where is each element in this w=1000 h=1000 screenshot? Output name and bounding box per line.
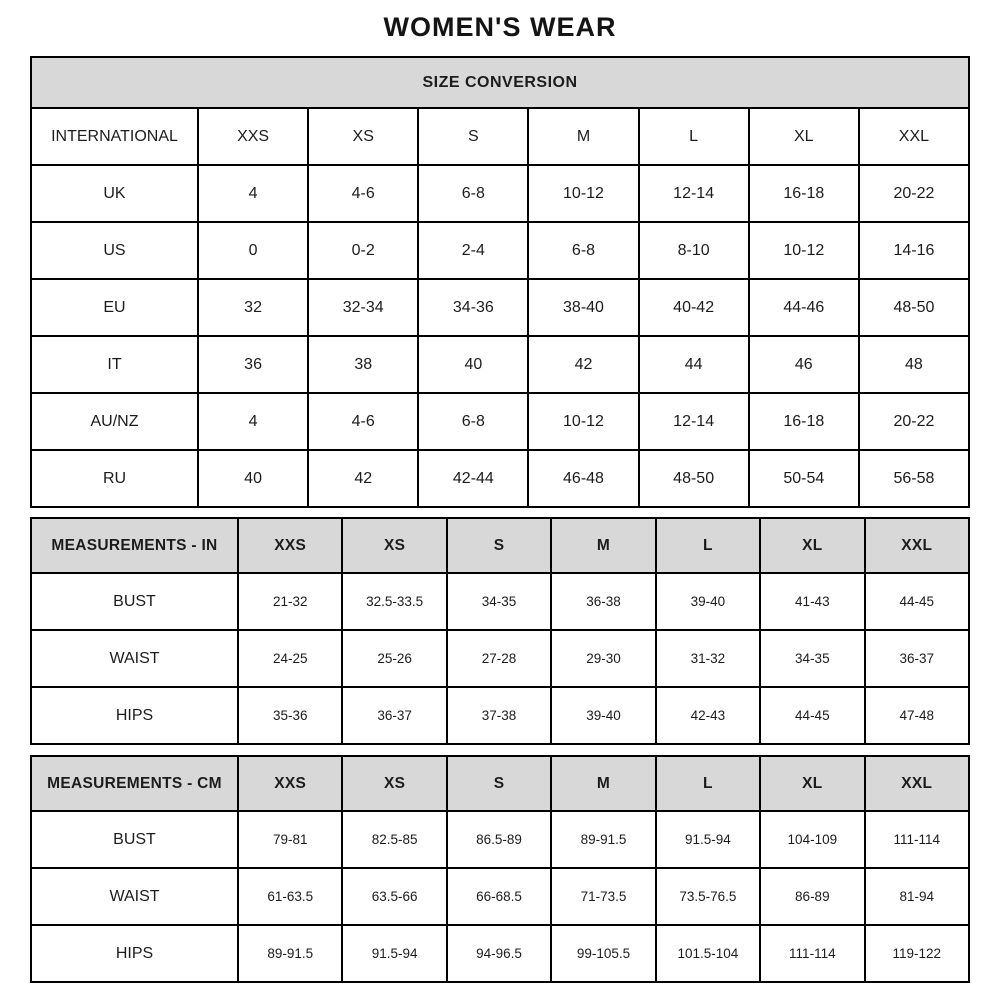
size-value: 6-8 xyxy=(418,165,528,222)
measurement-value: 99-105.5 xyxy=(551,925,655,982)
size-value: 40-42 xyxy=(639,279,749,336)
table-row xyxy=(31,279,969,336)
measurement-label: BUST xyxy=(31,573,238,630)
size-value: 12-14 xyxy=(639,393,749,450)
measurement-value: 79-81 xyxy=(238,811,342,868)
measurement-label: HIPS xyxy=(31,925,238,982)
measurement-value: 81-94 xyxy=(865,868,969,925)
measurement-value: 111-114 xyxy=(760,925,864,982)
column-header-size: L xyxy=(639,108,749,165)
size-value: 40 xyxy=(198,450,308,507)
size-value: 4-6 xyxy=(308,165,418,222)
column-header-size: XS xyxy=(308,108,418,165)
table-row xyxy=(31,108,969,165)
measurement-value: 61-63.5 xyxy=(238,868,342,925)
column-header-size: XS xyxy=(342,756,446,811)
measurement-value: 29-30 xyxy=(551,630,655,687)
measurement-value: 89-91.5 xyxy=(551,811,655,868)
size-value: 42-44 xyxy=(418,450,528,507)
measurement-value: 63.5-66 xyxy=(342,868,446,925)
page-title: WOMEN'S WEAR xyxy=(383,12,617,42)
column-header-size: XXS xyxy=(238,518,342,573)
measurement-value: 71-73.5 xyxy=(551,868,655,925)
size-value: 12-14 xyxy=(639,165,749,222)
size-value: 50-54 xyxy=(749,450,859,507)
column-header-size: S xyxy=(447,518,551,573)
size-value: 32-34 xyxy=(308,279,418,336)
size-value: 4 xyxy=(198,165,308,222)
region-label: US xyxy=(31,222,198,279)
measurement-label: BUST xyxy=(31,811,238,868)
size-value: 4 xyxy=(198,393,308,450)
region-label: EU xyxy=(31,279,198,336)
column-header-size: XXL xyxy=(865,518,969,573)
measurement-value: 101.5-104 xyxy=(656,925,760,982)
size-value: 20-22 xyxy=(859,393,969,450)
measurement-value: 25-26 xyxy=(342,630,446,687)
measurement-label: WAIST xyxy=(31,630,238,687)
measurement-value: 34-35 xyxy=(447,573,551,630)
table-row xyxy=(31,222,969,279)
table-row xyxy=(31,925,969,982)
table-row xyxy=(31,868,969,925)
size-chart-page xyxy=(30,0,970,983)
size-value: 2-4 xyxy=(418,222,528,279)
size-value: 36 xyxy=(198,336,308,393)
size-value: 56-58 xyxy=(859,450,969,507)
size-value: 0 xyxy=(198,222,308,279)
measurement-value: 36-38 xyxy=(551,573,655,630)
table-row xyxy=(31,393,969,450)
measurement-value: 119-122 xyxy=(865,925,969,982)
measurement-value: 44-45 xyxy=(760,687,864,744)
region-label: IT xyxy=(31,336,198,393)
size-value: 44-46 xyxy=(749,279,859,336)
size-value: 48 xyxy=(859,336,969,393)
column-header-size: S xyxy=(418,108,528,165)
size-value: 46-48 xyxy=(528,450,638,507)
column-header-size: XXL xyxy=(859,108,969,165)
measurement-value: 86-89 xyxy=(760,868,864,925)
table-row xyxy=(31,57,969,108)
size-value: 32 xyxy=(198,279,308,336)
table-row xyxy=(31,518,969,573)
measurement-value: 39-40 xyxy=(551,687,655,744)
measurement-value: 39-40 xyxy=(656,573,760,630)
column-header-size: L xyxy=(656,518,760,573)
measurements-cm-table xyxy=(30,755,970,983)
measurement-value: 86.5-89 xyxy=(447,811,551,868)
size-value: 38-40 xyxy=(528,279,638,336)
size-value: 10-12 xyxy=(749,222,859,279)
size-conversion-table xyxy=(30,56,970,508)
measurement-value: 41-43 xyxy=(760,573,864,630)
column-header-size: XL xyxy=(749,108,859,165)
size-value: 14-16 xyxy=(859,222,969,279)
size-value: 10-12 xyxy=(528,165,638,222)
table-row xyxy=(31,756,969,811)
measurement-value: 47-48 xyxy=(865,687,969,744)
measurement-value: 37-38 xyxy=(447,687,551,744)
measurement-value: 89-91.5 xyxy=(238,925,342,982)
table-row xyxy=(31,687,969,744)
size-value: 4-6 xyxy=(308,393,418,450)
column-header-size: M xyxy=(551,756,655,811)
measurement-label: WAIST xyxy=(31,868,238,925)
column-header-size: XS xyxy=(342,518,446,573)
measurement-value: 111-114 xyxy=(865,811,969,868)
measurement-value: 36-37 xyxy=(342,687,446,744)
size-value: 44 xyxy=(639,336,749,393)
measurement-value: 42-43 xyxy=(656,687,760,744)
column-header-size: XL xyxy=(760,756,864,811)
measurements-header: MEASUREMENTS - CM xyxy=(31,756,238,811)
measurements-in-table xyxy=(30,517,970,745)
table-row xyxy=(31,630,969,687)
column-header-size: XXS xyxy=(198,108,308,165)
column-header-size: XXS xyxy=(238,756,342,811)
size-value: 0-2 xyxy=(308,222,418,279)
column-header-size: S xyxy=(447,756,551,811)
measurement-value: 24-25 xyxy=(238,630,342,687)
measurement-value: 44-45 xyxy=(865,573,969,630)
size-value: 38 xyxy=(308,336,418,393)
size-value: 34-36 xyxy=(418,279,528,336)
measurement-value: 21-32 xyxy=(238,573,342,630)
size-value: 6-8 xyxy=(418,393,528,450)
size-value: 8-10 xyxy=(639,222,749,279)
region-label: RU xyxy=(31,450,198,507)
measurement-value: 104-109 xyxy=(760,811,864,868)
size-value: 42 xyxy=(308,450,418,507)
size-value: 42 xyxy=(528,336,638,393)
column-header-size: M xyxy=(528,108,638,165)
column-header-size: XL xyxy=(760,518,864,573)
measurement-value: 91.5-94 xyxy=(342,925,446,982)
measurement-value: 35-36 xyxy=(238,687,342,744)
column-header-size: XXL xyxy=(865,756,969,811)
table-row xyxy=(31,165,969,222)
measurement-value: 36-37 xyxy=(865,630,969,687)
measurement-value: 32.5-33.5 xyxy=(342,573,446,630)
size-value: 6-8 xyxy=(528,222,638,279)
measurement-value: 34-35 xyxy=(760,630,864,687)
table-row xyxy=(31,811,969,868)
size-value: 48-50 xyxy=(859,279,969,336)
size-value: 16-18 xyxy=(749,165,859,222)
measurement-value: 91.5-94 xyxy=(656,811,760,868)
measurement-value: 94-96.5 xyxy=(447,925,551,982)
table-row xyxy=(31,450,969,507)
table-row xyxy=(31,573,969,630)
region-label: UK xyxy=(31,165,198,222)
size-value: 20-22 xyxy=(859,165,969,222)
size-value: 48-50 xyxy=(639,450,749,507)
size-value: 16-18 xyxy=(749,393,859,450)
measurement-value: 31-32 xyxy=(656,630,760,687)
measurement-value: 73.5-76.5 xyxy=(656,868,760,925)
measurements-header: MEASUREMENTS - IN xyxy=(31,518,238,573)
region-label: AU/NZ xyxy=(31,393,198,450)
column-header-size: L xyxy=(656,756,760,811)
measurement-value: 66-68.5 xyxy=(447,868,551,925)
size-value: 10-12 xyxy=(528,393,638,450)
measurement-value: 82.5-85 xyxy=(342,811,446,868)
column-header-international: INTERNATIONAL xyxy=(31,108,198,165)
column-header-size: M xyxy=(551,518,655,573)
size-conversion-header: SIZE CONVERSION xyxy=(31,57,969,108)
size-value: 40 xyxy=(418,336,528,393)
measurement-label: HIPS xyxy=(31,687,238,744)
size-value: 46 xyxy=(749,336,859,393)
table-row xyxy=(31,336,969,393)
measurement-value: 27-28 xyxy=(447,630,551,687)
